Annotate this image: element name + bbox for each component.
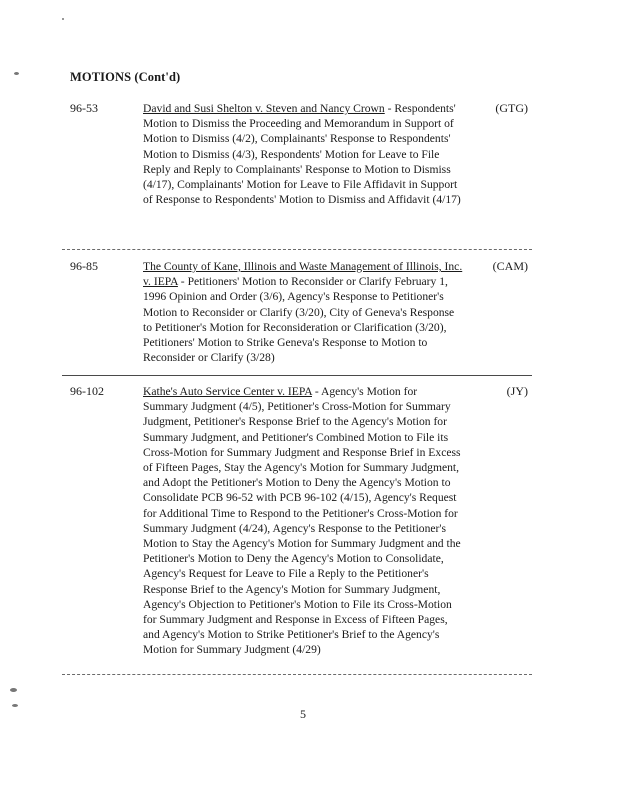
section-title: MOTIONS (Cont'd) [70,70,181,84]
docket-number: 96-102 [70,384,104,398]
scan-speck [14,72,19,75]
attorney-initials: (GTG) [495,101,528,115]
case-name: David and Susi Shelton v. Steven and Nancy Crown [143,102,385,115]
page-number: 5 [300,707,306,721]
case-name: The County of Kane, Illinois and Waste Management of Illinois, Inc. v. IEPA [143,260,463,289]
attorney-initials: (CAM) [492,259,528,273]
divider [62,674,532,675]
motion-text: - Petitioners' Motion to Reconsider or Clarify February 1, 1996 Opinion and Order (3/6), Agency's Response to Petitioner's Motion to Reconsider or Clarify (3/20), City of Geneva's Response to Petitioner's Motion for Reconsideration or Clarification (3/20), Petitioners' Motion to Strike Geneva's Response to Motion to Reconsider or Clarify (3/28) [143,275,455,365]
motion-description [143,384,465,658]
scan-speck [62,18,64,20]
scan-speck [12,704,18,707]
divider [62,249,532,250]
motion-description [143,101,465,207]
divider [62,375,532,376]
motion-text: - Agency's Motion for Summary Judgment (4/5), Petitioner's Cross-Motion for Summary Judgment, Petitioner's Response Brief to the Agency's Motion for Summary Judgment, and Petitioner's Combined Motion to File its Cross-Motion for Summary Judgment and Response Brief in Excess of Fifteen Pages, Stay the Agency's Motion for Summary Judgment, and Adopt the Petitioner's Motion to Deny the Agency's Motion to Consolidate PCB 96-52 with PCB 96-102 (4/15), Agency's Request for Additional Time to Respond to the Petitioner's Cross-Motion for Summary Judgment (4/24), Agency's Response to the Petitioner's Motion to Stay the Agency's Motion for Summary Judgment and the Petitioner's Motion to Deny the Agency's Motion to Consolidate, Agency's Request for Leave to File a Reply to the Petitioner's Response Brief to the Agency's Motion for Summary Judgment, Agency's Objection to Petitioner's Motion to File its Cross-Motion for Summary Judgment and Response in Excess of Fifteen Pages, and Agency's Motion to Strike Petitioner's Brief to the Agency's Motion for Summary Judgment (4/29) [143,385,461,657]
case-name: Kathe's Auto Service Center v. IEPA [143,385,312,398]
docket-number: 96-53 [70,101,98,115]
attorney-initials: (JY) [506,384,528,398]
motion-text: - Respondents' Motion to Dismiss the Proceeding and Memorandum in Support of Motion to Dismiss (4/2), Complainants' Response to Respondents' Motion to Dismiss (4/3), Respondents' Motion for Leave to File Reply and Reply to Complainants' Response to Motion to Dismiss (4/17), Complainants' Motion for Leave to File Affidavit in Support of Response to Respondents' Motion to Dismiss and Affidavit (4/17) [143,102,461,207]
docket-number: 96-85 [70,259,98,273]
scan-speck [10,688,17,692]
motion-description [143,259,465,365]
